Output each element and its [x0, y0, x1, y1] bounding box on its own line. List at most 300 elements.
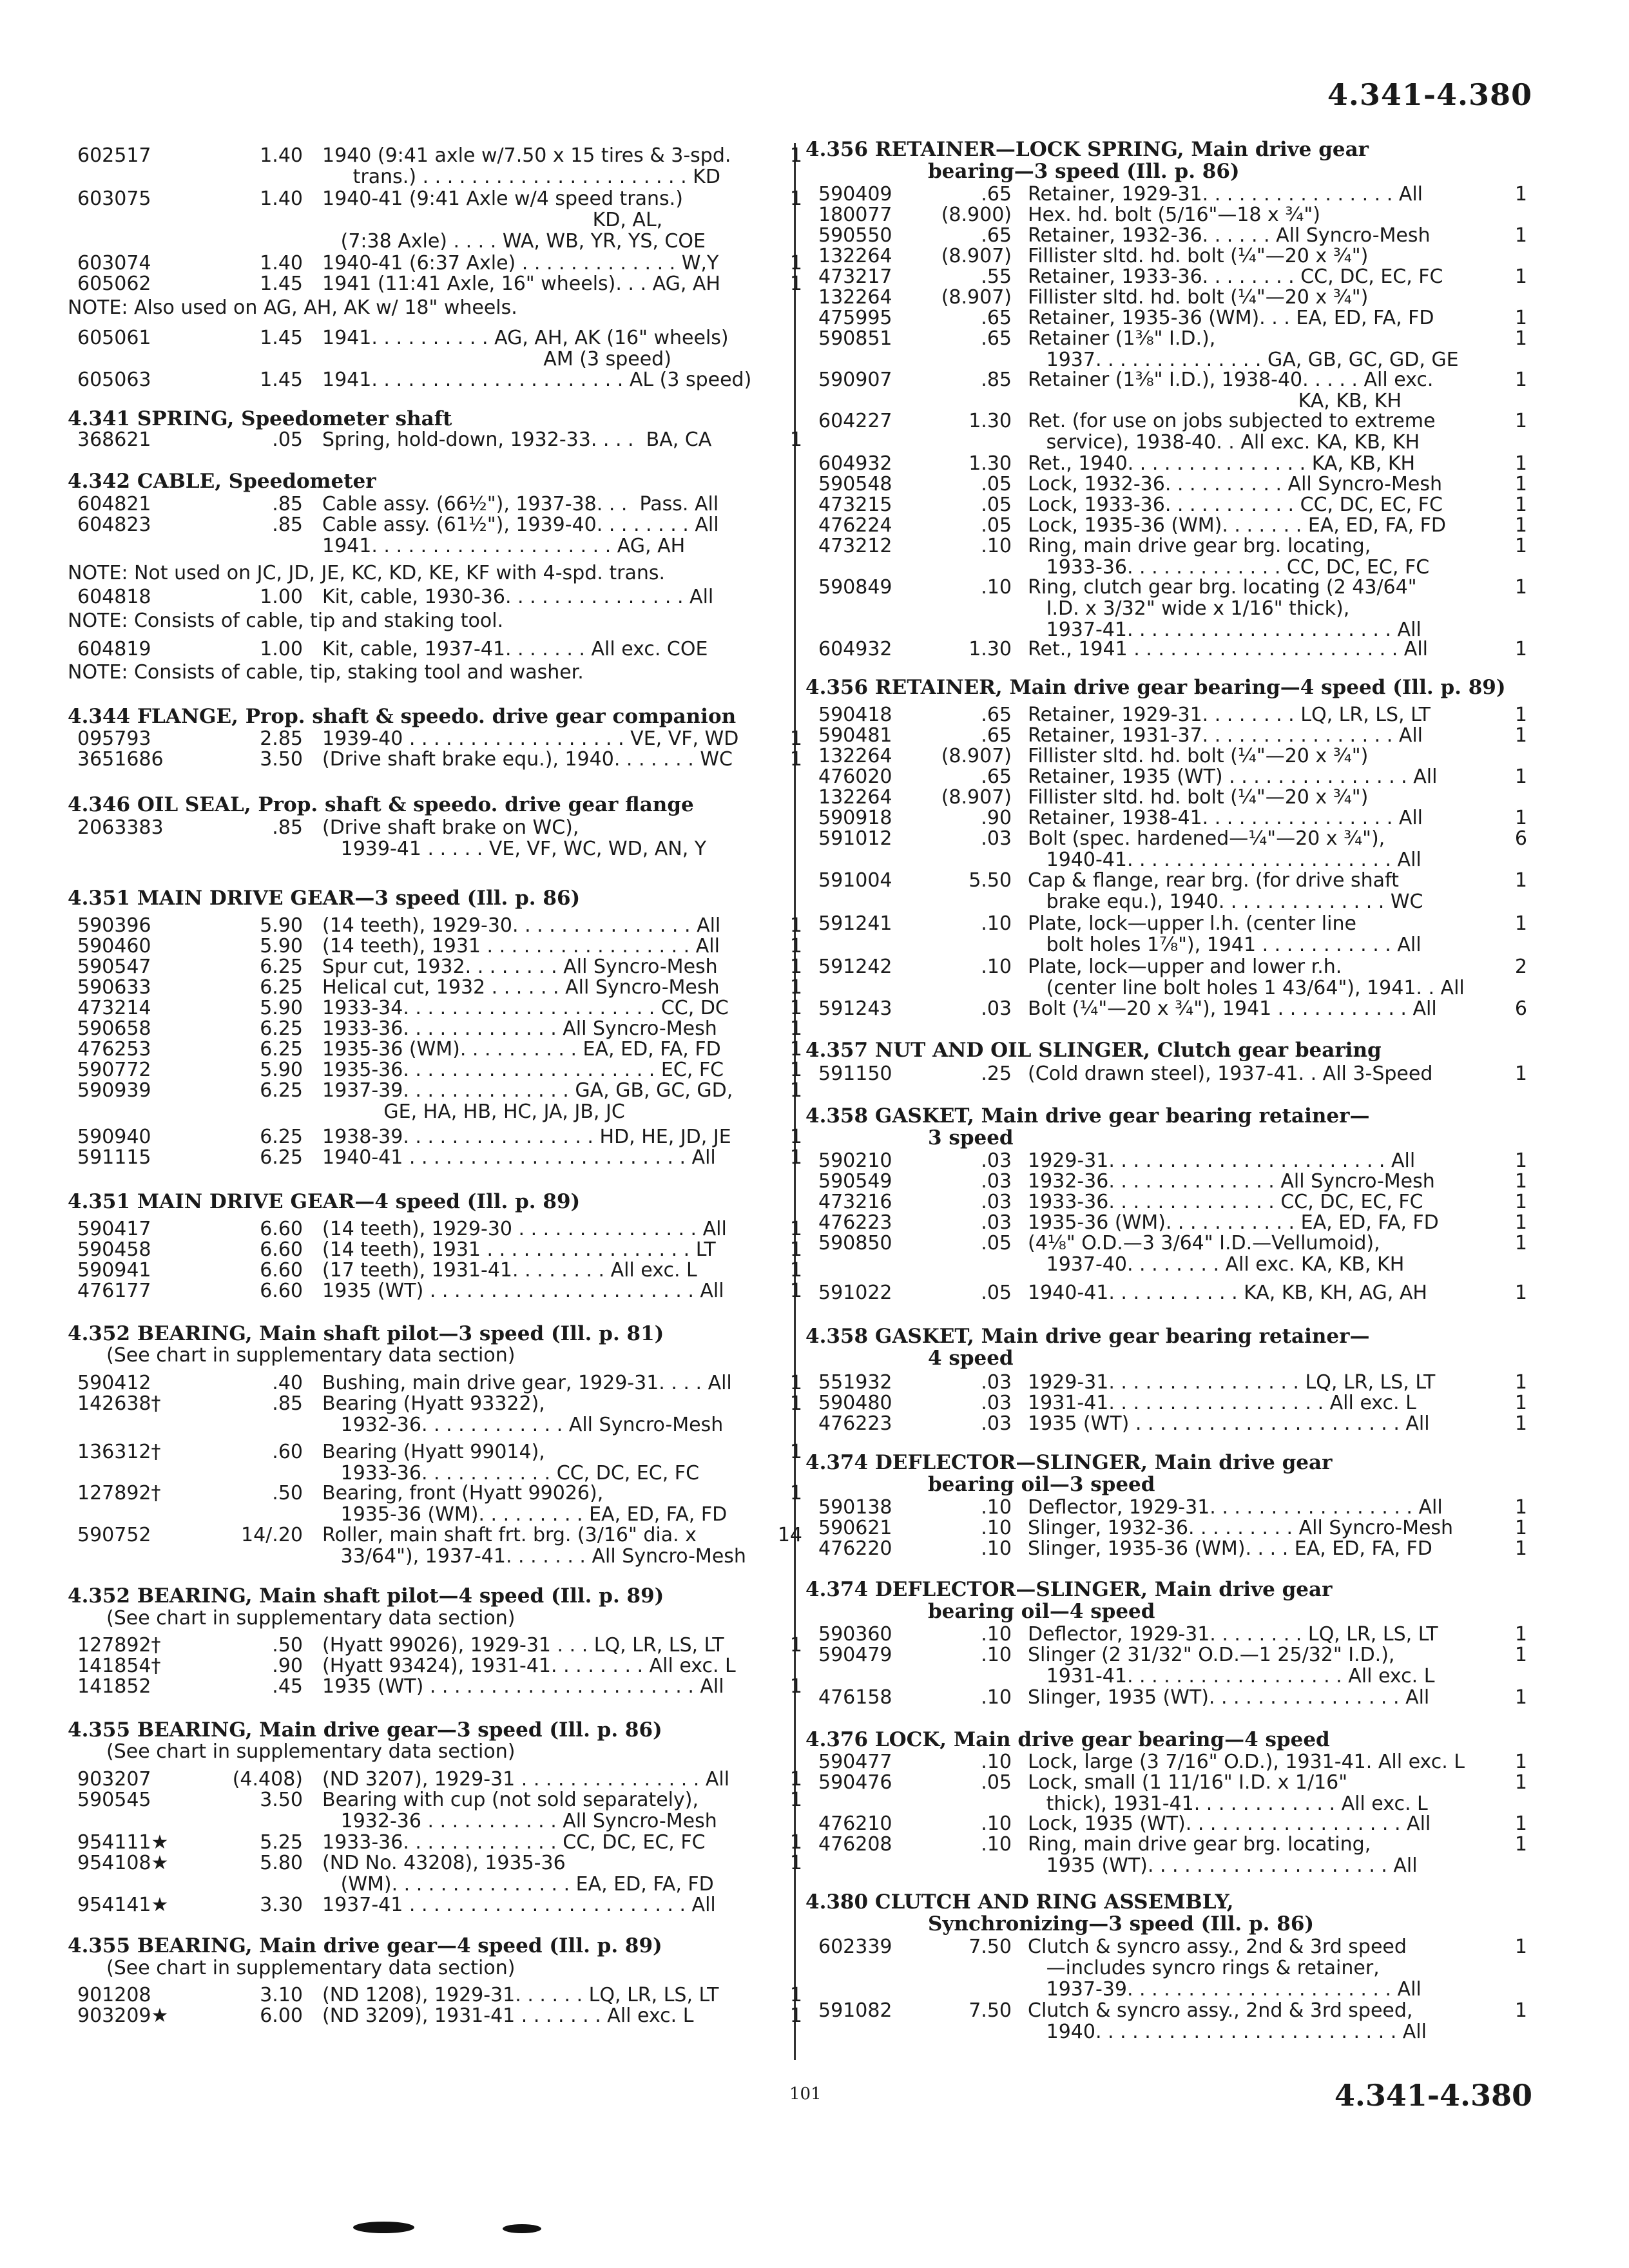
section-heading-title: 4.380 CLUTCH AND RING ASSEMBLY, [805, 1890, 1234, 1914]
description [322, 1260, 780, 1281]
description-line: Retainer (1⅜" I.D.), [1028, 327, 1216, 350]
price: 5.90 [260, 914, 303, 937]
description-line: (ND 3207), 1929-31 . . . . . . . . . . . . . . . All [322, 1768, 730, 1791]
part-number: 590907 [818, 369, 892, 391]
description [322, 1126, 780, 1148]
parts-row [805, 1538, 1547, 1560]
price: .85 [272, 816, 303, 839]
price: .05 [981, 494, 1012, 516]
part-number: 127892† [77, 1482, 161, 1504]
description-line: Cap & flange, rear brg. (for drive shaft [1028, 869, 1399, 892]
quantity: 1 [1514, 1412, 1527, 1435]
part-number: 476020 [818, 765, 892, 788]
price: 2.85 [260, 727, 303, 750]
price: 1.40 [260, 144, 303, 167]
price: 6.25 [260, 1079, 303, 1102]
description [322, 817, 780, 860]
part-number: 954108★ [77, 1852, 169, 1874]
parts-row [805, 704, 1547, 726]
parts-row [68, 639, 809, 660]
price: 5.90 [260, 935, 303, 957]
section-heading: 4.376 LOCK, Main drive gear bearing—4 speed [805, 1728, 1330, 1751]
quantity: 1 [1514, 1644, 1527, 1666]
part-number: 590550 [818, 224, 892, 247]
description-line: (Hyatt 93424), 1931-41. . . . . . . . All exc. L [322, 1655, 736, 1677]
description [322, 253, 780, 274]
description-line: (14 teeth), 1929-30. . . . . . . . . . . . . . . All [322, 914, 721, 937]
parts-row [805, 1413, 1547, 1435]
parts-row [68, 514, 809, 557]
scan-smudge [353, 2222, 414, 2233]
description-line: Fillister sltd. hd. bolt (¼"—20 x ¾") [1028, 745, 1369, 767]
description-line: Bearing (Hyatt 93322), [322, 1392, 545, 1415]
section-heading-subtitle: 4 speed [928, 1347, 1014, 1370]
description [322, 1852, 780, 1895]
description [322, 1676, 780, 1697]
description [1028, 453, 1524, 474]
price: (8.907) [941, 286, 1012, 309]
quantity: 1 [1514, 452, 1527, 475]
part-number: 132264 [818, 245, 892, 267]
part-number: 590549 [818, 1170, 892, 1193]
quantity: 1 [789, 1789, 802, 1811]
price: .03 [981, 1191, 1012, 1213]
section-heading-subtitle: 3 speed [928, 1126, 1014, 1149]
price: 3.50 [260, 1789, 303, 1811]
part-number: 590621 [818, 1517, 892, 1539]
parts-row [805, 1833, 1547, 1877]
price: 1.45 [260, 369, 303, 391]
quantity: 1 [789, 1079, 802, 1102]
description [322, 514, 780, 557]
price: .55 [981, 265, 1012, 288]
price: .05 [981, 473, 1012, 495]
description-line: Kit, cable, 1937-41. . . . . . . All exc. COE [322, 638, 708, 660]
description [1028, 1517, 1524, 1539]
section-heading-title: 4.374 DEFLECTOR—SLINGER, Main drive gear [805, 1578, 1333, 1601]
section-heading [805, 1105, 1540, 1149]
parts-row [805, 453, 1547, 475]
part-number: 2063383 [77, 816, 164, 839]
part-number: 590458 [77, 1238, 151, 1261]
part-number: 476224 [818, 514, 892, 537]
price: .10 [981, 912, 1012, 935]
description [322, 915, 780, 936]
price: 6.25 [260, 1017, 303, 1040]
price: 1.40 [260, 252, 303, 274]
part-number: 141852 [77, 1675, 151, 1698]
quantity: 1 [789, 935, 802, 957]
description [1028, 1644, 1524, 1687]
quantity: 1 [1514, 183, 1527, 206]
price: .50 [272, 1634, 303, 1657]
description-line: Bolt (¼"—20 x ¾"), 1941 . . . . . . . . . . . All [1028, 997, 1437, 1020]
description-line: Plate, lock—upper and lower r.h. [1028, 956, 1342, 978]
price: 6.60 [260, 1280, 303, 1302]
part-number: 590939 [77, 1079, 151, 1102]
price: 6.25 [260, 1126, 303, 1148]
description-line: Bearing (Hyatt 99014), [322, 1441, 545, 1463]
description-line: Cable assy. (66½"), 1937-38. . . Pass. All [322, 493, 719, 515]
description [322, 145, 780, 187]
part-number: 136312† [77, 1441, 161, 1463]
price: .10 [981, 1644, 1012, 1666]
price: .10 [981, 1517, 1012, 1539]
quantity: 1 [1514, 265, 1527, 288]
part-number: 590417 [77, 1218, 151, 1240]
note: NOTE: Not used on JC, JD, JE, KC, KD, KE, KF with 4-spd. trans. [68, 562, 666, 584]
price: (8.907) [941, 245, 1012, 267]
description-line: 1935 (WT). . . . . . . . . . . . . . . . . . . . All [1028, 1854, 1418, 1877]
description-line: Lock, 1933-36. . . . . . . . . . . CC, DC, EC, FC [1028, 494, 1443, 516]
parts-row [805, 410, 1547, 454]
parts-row [805, 1687, 1547, 1709]
description-line: 1933-36. . . . . . . . . . . CC, DC, EC, FC [322, 1462, 700, 1485]
parts-row [805, 245, 1547, 267]
parts-row [68, 1441, 809, 1485]
part-number: 590772 [77, 1059, 151, 1081]
quantity: 1 [1514, 1149, 1527, 1172]
parts-row [805, 787, 1547, 809]
description [322, 1018, 780, 1039]
part-number: 095793 [77, 727, 151, 750]
part-number: 590412 [77, 1372, 151, 1394]
description-line: 1931-41. . . . . . . . . . . . . . . . . . All exc. L [1028, 1392, 1416, 1414]
part-number: 590360 [818, 1623, 892, 1646]
page-header-range: 4.341-4.380 [1327, 77, 1532, 112]
quantity: 1 [1514, 224, 1527, 247]
quantity: 1 [1514, 1062, 1527, 1085]
part-number: 3651686 [77, 748, 164, 771]
parts-row [805, 1936, 1547, 2001]
section-heading: 4.351 MAIN DRIVE GEAR—3 speed (Ill. p. 86) [68, 887, 581, 910]
quantity: 6 [1514, 827, 1527, 850]
description-line: Hex. hd. bolt (5/16"—18 x ¾") [1028, 204, 1320, 226]
price: .60 [272, 1441, 303, 1463]
description-line: Retainer (1⅜" I.D.), 1938-40. . . . . All exc. [1028, 369, 1434, 391]
parts-row [805, 1063, 1547, 1085]
description-line: Ring, main drive gear brg. locating, [1028, 1833, 1371, 1856]
parts-row [805, 807, 1547, 829]
part-number: 476208 [818, 1833, 892, 1856]
description [322, 586, 780, 608]
part-number: 551932 [818, 1371, 892, 1394]
description [1028, 1063, 1524, 1084]
parts-row [68, 1239, 809, 1261]
part-number: 590548 [818, 473, 892, 495]
description-line: Ring, clutch gear brg. locating (2 43/64" [1028, 576, 1417, 599]
description-line: 1940-41 . . . . . . . . . . . . . . . . . . . . . . . All [322, 1146, 716, 1169]
part-number: 591004 [818, 869, 892, 892]
parts-row [805, 576, 1547, 641]
description-line: (7:38 Axle) . . . . WA, WB, YR, YS, COE [322, 230, 706, 253]
part-number: 590851 [818, 327, 892, 350]
description [322, 749, 780, 770]
description-line: GE, HA, HB, HC, JA, JB, JC [322, 1100, 625, 1123]
description-line: 1933-36. . . . . . . . . . . . . CC, DC, EC, FC [1028, 556, 1430, 579]
quantity: 1 [1514, 1232, 1527, 1254]
description [1028, 766, 1524, 787]
description [1028, 577, 1524, 640]
price: .90 [272, 1655, 303, 1677]
description [322, 1894, 780, 1916]
quantity: 1 [1514, 912, 1527, 935]
price: (8.900) [941, 204, 1012, 226]
parts-row [68, 273, 809, 295]
part-number: 476253 [77, 1038, 151, 1061]
quantity: 1 [789, 1675, 802, 1698]
part-number: 476210 [818, 1812, 892, 1835]
description [1028, 1538, 1524, 1559]
section-heading: 4.352 BEARING, Main shaft pilot—3 speed (Ill. p. 81) [68, 1322, 664, 1345]
description-line: Fillister sltd. hd. bolt (¼"—20 x ¾") [1028, 286, 1369, 309]
parts-row [805, 998, 1547, 1020]
description-line: (ND 3209), 1931-41 . . . . . . . All exc. L [322, 2004, 694, 2027]
description-line: Spur cut, 1932. . . . . . . . All Syncro-Mesh [322, 956, 718, 978]
quantity: 1 [1514, 1282, 1527, 1304]
description-line: Lock, large (3 7/16" O.D.), 1931-41. All exc. L [1028, 1751, 1465, 1773]
description [1028, 1772, 1524, 1814]
description-line: Retainer, 1935 (WT) . . . . . . . . . . . . . . . All [1028, 765, 1438, 788]
parts-row [805, 1751, 1547, 1773]
description [322, 1218, 780, 1240]
description-line: Retainer, 1929-31. . . . . . . . . . . . . . . . All [1028, 183, 1423, 206]
description-line: 1933-36. . . . . . . . . . . . . All Syncro-Mesh [322, 1017, 717, 1040]
section-heading: 4.342 CABLE, Speedometer [68, 470, 376, 493]
price: 5.90 [260, 1059, 303, 1081]
price: .10 [981, 535, 1012, 557]
description [1028, 828, 1524, 870]
price: .85 [981, 369, 1012, 391]
section-heading-title: 4.358 GASKET, Main drive gear bearing retainer— [805, 1325, 1370, 1348]
quantity: 1 [789, 1852, 802, 1874]
parts-row [68, 327, 809, 370]
parts-row [68, 1524, 809, 1568]
price: (8.907) [941, 745, 1012, 767]
description [1028, 410, 1524, 453]
quantity: 1 [1514, 704, 1527, 726]
description-line: Spring, hold-down, 1932-33. . . . BA, CA [322, 428, 712, 451]
price: .05 [981, 1282, 1012, 1304]
description [322, 936, 780, 957]
description [1028, 184, 1524, 205]
price: (4.408) [232, 1768, 303, 1791]
price: .10 [981, 1812, 1012, 1835]
section-heading: 4.355 BEARING, Main drive gear—4 speed (Ill. p. 89) [68, 1934, 662, 1957]
parts-row [68, 1280, 809, 1302]
description-line: 1933-34. . . . . . . . . . . . . . . . . . . . . CC, DC [322, 997, 729, 1019]
parts-row [68, 1655, 809, 1677]
part-number: 590479 [818, 1644, 892, 1666]
section-heading [805, 139, 1540, 182]
part-number: 132264 [818, 286, 892, 309]
quantity: 1 [1514, 638, 1527, 660]
description-line: Bearing, front (Hyatt 99026), [322, 1482, 604, 1504]
parts-row [68, 494, 809, 515]
description [322, 429, 780, 450]
quantity: 1 [1514, 1537, 1527, 1560]
quantity: 1 [1514, 724, 1527, 747]
quantity: 1 [789, 1372, 802, 1394]
parts-row [68, 1769, 809, 1791]
description-line: 1940 (9:41 axle w/7.50 x 15 tires & 3-spd. [322, 144, 731, 167]
quantity: 1 [789, 1831, 802, 1854]
quantity: 1 [789, 2004, 802, 2027]
parts-row [805, 639, 1547, 660]
quantity: 1 [1514, 1751, 1527, 1773]
description [1028, 1834, 1524, 1876]
description-line: 1940-41. . . . . . . . . . . KA, KB, KH, AG, AH [1028, 1282, 1427, 1304]
price: .10 [981, 1537, 1012, 1560]
description [322, 639, 780, 660]
description [322, 273, 780, 294]
description [1028, 1212, 1524, 1233]
part-number: 475995 [818, 307, 892, 329]
description [1028, 1282, 1524, 1303]
quantity: 1 [789, 1059, 802, 1081]
description [1028, 1392, 1524, 1414]
parts-row [805, 184, 1547, 206]
description [322, 1372, 780, 1394]
description-line: 1941. . . . . . . . . . . . . . . . . . . . AG, AH [322, 535, 686, 557]
description [322, 369, 780, 390]
quantity: 1 [1514, 1936, 1527, 1958]
description-line: 1938-39. . . . . . . . . . . . . . . . HD, HE, JD, JE [322, 1126, 731, 1148]
quantity: 1 [1514, 494, 1527, 516]
quantity: 1 [1514, 869, 1527, 892]
part-number: 591242 [818, 956, 892, 978]
parts-row [805, 1497, 1547, 1519]
description-line: thick), 1931-41. . . . . . . . . . . . All exc. L [1028, 1792, 1428, 1815]
description [1028, 245, 1524, 267]
part-number: 602517 [77, 144, 151, 167]
part-number: 604932 [818, 452, 892, 475]
price: .03 [981, 1392, 1012, 1414]
price: .25 [981, 1062, 1012, 1085]
price: .10 [981, 1623, 1012, 1646]
price: .90 [981, 807, 1012, 829]
part-number: 590940 [77, 1126, 151, 1148]
price: .10 [981, 1751, 1012, 1773]
parts-row [68, 936, 809, 957]
part-number: 604823 [77, 514, 151, 536]
price: 6.60 [260, 1259, 303, 1282]
price: 5.90 [260, 997, 303, 1019]
parts-row [68, 1789, 809, 1832]
quantity: 1 [789, 727, 802, 750]
description-line: AM (3 speed) [322, 348, 671, 370]
parts-row [805, 827, 1547, 871]
part-number: 603074 [77, 252, 151, 274]
note: NOTE: Also used on AG, AH, AK w/ 18" wheels. [68, 296, 517, 319]
quantity: 1 [1514, 1170, 1527, 1193]
price: .85 [272, 514, 303, 536]
parts-row [805, 1191, 1547, 1213]
price: .03 [981, 997, 1012, 1020]
part-number: 590849 [818, 576, 892, 599]
parts-row [805, 327, 1547, 371]
description-line: 1940-41 (6:37 Axle) . . . . . . . . . . . . . W,Y [322, 252, 719, 274]
parts-row [805, 204, 1547, 226]
description [322, 1080, 780, 1122]
description-line: Plate, lock—upper l.h. (center line [1028, 912, 1356, 935]
description-line: 1940. . . . . . . . . . . . . . . . . . . . . . . . . All [1028, 2021, 1427, 2043]
quantity: 1 [789, 997, 802, 1019]
parts-row [68, 997, 809, 1019]
parts-row [68, 1482, 809, 1526]
part-number: 127892† [77, 1634, 161, 1657]
price: .10 [981, 1833, 1012, 1856]
quantity: 1 [1514, 307, 1527, 329]
description-line: KD, AL, [322, 209, 663, 231]
price: 1.45 [260, 327, 303, 349]
quantity: 1 [789, 144, 802, 167]
part-number: 590633 [77, 976, 151, 999]
parts-row [68, 956, 809, 978]
description-line: Lock, 1935 (WT). . . . . . . . . . . . . . . . . . All [1028, 1812, 1431, 1835]
parts-row [68, 1218, 809, 1240]
price: .40 [272, 1372, 303, 1394]
description-line: 1937. . . . . . . . . . . . . . GA, GB, GC, GD, GE [1028, 349, 1459, 371]
price: 5.25 [260, 1831, 303, 1854]
parts-row [68, 144, 809, 188]
section-heading-subtitle: bearing—3 speed (Ill. p. 86) [928, 160, 1240, 183]
quantity: 1 [789, 187, 802, 210]
description [1028, 1413, 1524, 1434]
parts-row [68, 915, 809, 937]
description-line: 1933-36. . . . . . . . . . . . . . CC, DC, EC, FC [1028, 1191, 1423, 1213]
description-line: (Hyatt 99026), 1929-31 . . . LQ, LR, LS, LT [322, 1634, 724, 1657]
part-number: 590480 [818, 1392, 892, 1414]
quantity: 1 [1514, 807, 1527, 829]
price: 1.00 [260, 638, 303, 660]
description [1028, 369, 1524, 412]
parts-row [805, 766, 1547, 788]
price: .65 [981, 307, 1012, 329]
part-number: 132264 [818, 786, 892, 809]
price: .05 [981, 514, 1012, 537]
description [322, 1635, 780, 1656]
quantity: 1 [789, 1017, 802, 1040]
parts-row [805, 369, 1547, 412]
price: .05 [272, 428, 303, 451]
part-number: 591243 [818, 997, 892, 1020]
quantity: 1 [789, 1482, 802, 1504]
quantity: 1 [1514, 1371, 1527, 1394]
parts-row [68, 1059, 809, 1081]
description-line: Slinger (2 31/32" O.D.—1 25/32" I.D.), [1028, 1644, 1395, 1666]
description-line: 1939-41 . . . . . VE, VF, WC, WD, AN, Y [322, 838, 707, 860]
description [1028, 1233, 1524, 1275]
section-heading: 4.356 RETAINER, Main drive gear bearing—4 speed (Ill. p. 89) [805, 676, 1506, 699]
part-number: 476220 [818, 1537, 892, 1560]
description-line: KA, KB, KH [1028, 390, 1402, 412]
quantity: 1 [1514, 1211, 1527, 1234]
part-number: 476158 [818, 1686, 892, 1709]
price: .05 [981, 1771, 1012, 1794]
description-line: (Cold drawn steel), 1937-41. . All 3-Speed [1028, 1062, 1433, 1085]
part-number: 903207 [77, 1768, 151, 1791]
description [1028, 204, 1524, 226]
section-heading-title: 4.358 GASKET, Main drive gear bearing retainer— [805, 1104, 1370, 1128]
description-line: (center line bolt holes 1 43/64"), 1941. . All [1028, 977, 1465, 999]
quantity: 1 [1514, 514, 1527, 537]
part-number: 604227 [818, 410, 892, 432]
description [1028, 494, 1524, 515]
quantity: 1 [1514, 1496, 1527, 1519]
description-line: service), 1938-40. . All exc. KA, KB, KH [1028, 431, 1420, 454]
description [1028, 1497, 1524, 1518]
